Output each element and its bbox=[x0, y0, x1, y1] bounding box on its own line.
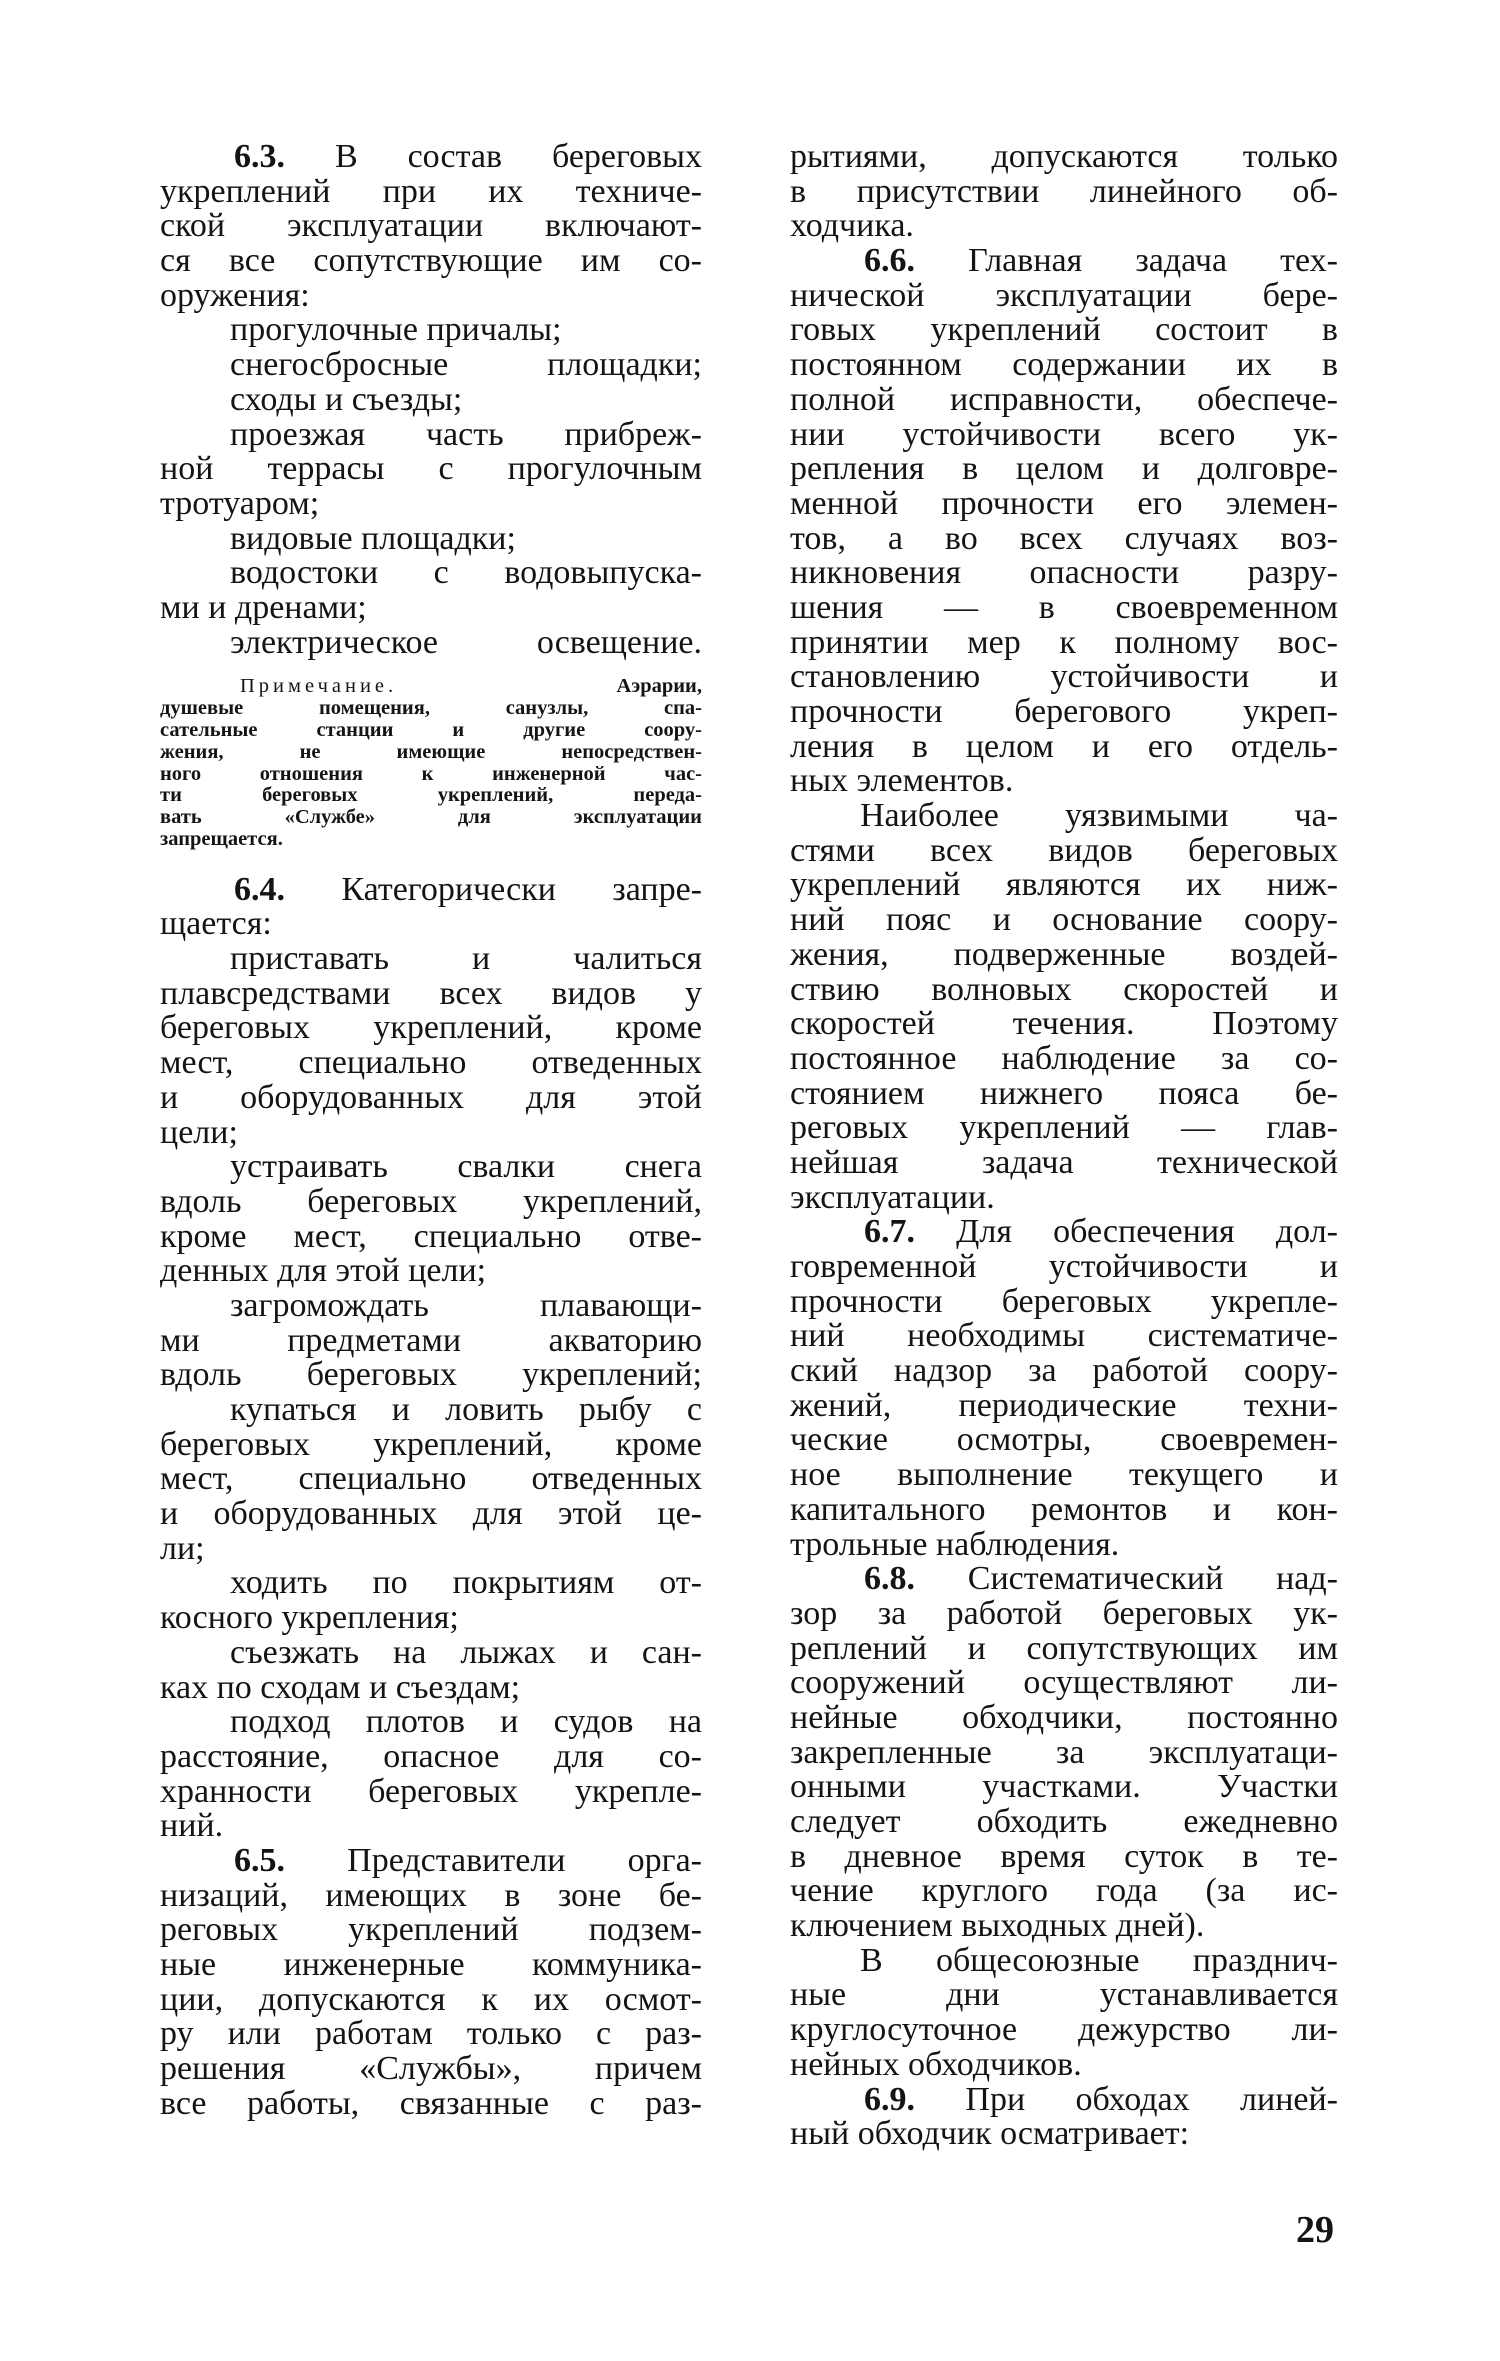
text-line: постоянном содержании их в bbox=[790, 348, 1338, 383]
text-line: ствию волновых скоростей и bbox=[790, 972, 1338, 1008]
text-line: в дневное время суток в те- bbox=[790, 1839, 1338, 1875]
text-line: капитального ремонтов и кон- bbox=[790, 1492, 1338, 1528]
text-line: 6.8. Систематический над- bbox=[864, 1562, 1338, 1597]
list-item: сходы и съезды; bbox=[230, 382, 463, 418]
text-line: 6.4. Категорически запре- bbox=[234, 872, 702, 908]
list-item: вдоль береговых укреплений, bbox=[160, 1184, 702, 1220]
note-line: душевые помещения, санузлы, спа- bbox=[160, 698, 702, 720]
list-item: видовые площадки; bbox=[230, 521, 516, 557]
text-line: ления в целом и его отдель- bbox=[790, 729, 1338, 765]
text-line: ский надзор за работой соору- bbox=[790, 1354, 1338, 1389]
section-number: 6.7. bbox=[864, 1215, 915, 1250]
list-item: плавсредствами всех видов у bbox=[160, 976, 702, 1012]
list-item: подход плотов и судов на bbox=[230, 1705, 702, 1740]
text-line: становлению устойчивости и bbox=[790, 660, 1338, 695]
list-item: ли; bbox=[160, 1531, 205, 1567]
text-line: шения — в своевременном bbox=[790, 590, 1338, 626]
paragraph-6-7 bbox=[790, 1215, 1338, 1562]
text-line: нической эксплуатации бере- bbox=[790, 278, 1338, 314]
note-line: сательные станции и другие соору- bbox=[160, 719, 702, 741]
list-item: береговых укреплений, кроме bbox=[160, 1427, 702, 1463]
list-item: и оборудованных для этой це- bbox=[160, 1497, 702, 1532]
text-line: онными участками. Участки bbox=[790, 1770, 1338, 1805]
section-number: 6.8. bbox=[864, 1562, 915, 1597]
text-line: оружения: bbox=[160, 278, 310, 314]
paragraph-6-5-continued bbox=[790, 140, 1338, 244]
text-line: 6.7. Для обеспечения дол- bbox=[864, 1215, 1338, 1250]
text-line: нии устойчивости всего ук- bbox=[790, 417, 1338, 453]
text-line: говых укреплений состоит в bbox=[790, 313, 1338, 349]
text-line: все работы, связанные с раз- bbox=[160, 2086, 702, 2122]
text-line: 6.6. Главная задача тех- bbox=[864, 244, 1338, 279]
paragraph-6-3 bbox=[160, 140, 702, 313]
list-item: ках по сходам и съездам; bbox=[160, 1670, 521, 1706]
text-line: в присутствии линейного об- bbox=[790, 174, 1338, 210]
note-line: вать «Службе» для эксплуатации bbox=[160, 807, 702, 829]
paragraph-6-6 bbox=[790, 244, 1338, 799]
text-line: рытиями, допускаются только bbox=[790, 140, 1338, 175]
section-number: 6.3. bbox=[234, 140, 285, 175]
list-item: мест, специально отведенных bbox=[160, 1462, 702, 1498]
section-number: 6.4. bbox=[234, 872, 285, 908]
text-line: В общесоюзные празднич- bbox=[860, 1943, 1338, 1979]
text-line: чение круглого года (за ис- bbox=[790, 1874, 1338, 1910]
text-line: принятии мер к полному вос- bbox=[790, 625, 1338, 661]
text-line: щается: bbox=[160, 907, 272, 943]
text-line: решения «Службы», причем bbox=[160, 2052, 702, 2087]
text-line: трольные наблюдения. bbox=[790, 1527, 1120, 1563]
list-item: снегосбросные площадки; bbox=[230, 348, 702, 383]
text-line: зор за работой береговых ук- bbox=[790, 1596, 1338, 1632]
paragraph-6-4 bbox=[160, 873, 702, 942]
text-line: репления в целом и долговре- bbox=[790, 452, 1338, 487]
text-line: низаций, имеющих в зоне бе- bbox=[160, 1878, 702, 1914]
list-item: кроме мест, специально отве- bbox=[160, 1219, 702, 1255]
section-number: 6.6. bbox=[864, 244, 915, 279]
text-line: никновения опасности разру- bbox=[790, 556, 1338, 591]
page-number: 29 bbox=[1296, 2209, 1334, 2251]
paragraph-6-5 bbox=[160, 1844, 702, 2122]
note-line: ти береговых укреплений, переда- bbox=[160, 785, 702, 807]
list-item: ной террасы с прогулочным bbox=[160, 452, 702, 487]
note-block bbox=[160, 676, 702, 850]
section-number: 6.9. bbox=[864, 2082, 915, 2118]
text-line: ных элементов. bbox=[790, 764, 1014, 800]
text-line: прочности берегового укреп- bbox=[790, 695, 1338, 730]
text-line: ции, допускаются к их осмот- bbox=[160, 1982, 702, 2018]
list-item: хранности береговых укрепле- bbox=[160, 1774, 702, 1810]
list-item: приставать и чалиться bbox=[230, 942, 702, 977]
text-line: стоянием нижнего пояса бе- bbox=[790, 1076, 1338, 1112]
text-line: ные инженерные коммуника- bbox=[160, 1948, 702, 1983]
text-line: скоростей течения. Поэтому bbox=[790, 1007, 1338, 1042]
text-line: эксплуатации. bbox=[790, 1180, 995, 1216]
text-line: следует обходить ежедневно bbox=[790, 1805, 1338, 1840]
text-line: полной исправности, обеспече- bbox=[790, 382, 1338, 418]
text-line: прочности береговых укрепле- bbox=[790, 1284, 1338, 1320]
text-line: стями всех видов береговых bbox=[790, 833, 1338, 869]
list-item: съезжать на лыжах и сан- bbox=[230, 1635, 702, 1671]
text-line: реплений и сопутствующих им bbox=[790, 1631, 1338, 1667]
note-line: Примечание. Аэрарии, bbox=[240, 676, 702, 698]
list-item: проезжая часть прибреж- bbox=[230, 417, 702, 453]
text-line: ные дни устанавливается bbox=[790, 1978, 1338, 2014]
text-line: ний пояс и основание соору- bbox=[790, 903, 1338, 938]
text-line: 6.9. При обходах линей- bbox=[864, 2082, 1338, 2118]
list-item: устраивать свалки снега bbox=[230, 1150, 702, 1185]
text-line: реговых укреплений — глав- bbox=[790, 1111, 1338, 1146]
left-column bbox=[160, 140, 702, 2121]
list-item: денных для этой цели; bbox=[160, 1254, 487, 1289]
note-label: Примечание. bbox=[240, 676, 398, 698]
text-line: укреплений при их техниче- bbox=[160, 174, 702, 210]
text-line: ся все сопутствующие им со- bbox=[160, 244, 702, 279]
list-item: загромождать плавающи- bbox=[230, 1288, 702, 1324]
right-column bbox=[790, 140, 1338, 2152]
text-line: ходчика. bbox=[790, 209, 914, 245]
note-line: жения, не имеющие непосредствен- bbox=[160, 741, 702, 763]
text-line: нейшая задача технической bbox=[790, 1145, 1338, 1181]
text-line: жений, периодические техни- bbox=[790, 1388, 1338, 1424]
list-item: косного укрепления; bbox=[160, 1601, 459, 1636]
text-line: круглосуточное дежурство ли- bbox=[790, 2013, 1338, 2048]
text-line: 6.5. Представители орга- bbox=[234, 1843, 702, 1879]
text-line: жения, подверженные воздей- bbox=[790, 937, 1338, 973]
text-line: 6.3. В состав береговых bbox=[234, 140, 702, 175]
text-line: нейные обходчики, постоянно bbox=[790, 1700, 1338, 1736]
list-item: электрическое освещение. bbox=[230, 625, 702, 661]
list-item: вдоль береговых укреплений; bbox=[160, 1358, 702, 1393]
list-6-4 bbox=[160, 942, 702, 1844]
list-item: прогулочные причалы; bbox=[230, 313, 562, 349]
text-line: укреплений являются их ниж- bbox=[790, 868, 1338, 904]
text-line: закрепленные за эксплуатаци- bbox=[790, 1735, 1338, 1771]
paragraph-6-6-b bbox=[790, 799, 1338, 1215]
list-item: купаться и ловить рыбу с bbox=[230, 1393, 702, 1428]
list-item: ходить по покрытиям от- bbox=[230, 1566, 702, 1602]
list-item: водостоки с водовыпуска- bbox=[230, 556, 702, 591]
note-line: запрещается. bbox=[160, 828, 283, 850]
note-line: ного отношения к инженерной час- bbox=[160, 763, 702, 785]
text-line: ключением выходных дней). bbox=[790, 1909, 1205, 1944]
paragraph-6-8-b bbox=[790, 1944, 1338, 2083]
text-line: тов, а во всех случаях воз- bbox=[790, 521, 1338, 557]
text-line: ру или работам только с раз- bbox=[160, 2017, 702, 2053]
paragraph-6-8 bbox=[790, 1562, 1338, 1944]
text-line: ческие осмотры, своевремен- bbox=[790, 1423, 1338, 1459]
list-item: ний. bbox=[160, 1809, 224, 1844]
text-line: ный обходчик осматривает: bbox=[790, 2117, 1190, 2152]
text-line: говременной устойчивости и bbox=[790, 1250, 1338, 1285]
list-item: расстояние, опасное для со- bbox=[160, 1739, 702, 1775]
list-item: ми предметами акваторию bbox=[160, 1323, 702, 1359]
section-number: 6.5. bbox=[234, 1843, 285, 1879]
text-line: нейных обходчиков. bbox=[790, 2047, 1082, 2083]
text-line: сооружений осуществляют ли- bbox=[790, 1666, 1338, 1701]
list-item: и оборудованных для этой bbox=[160, 1080, 702, 1116]
paragraph-6-9 bbox=[790, 2083, 1338, 2152]
text-line: ний необходимы систематиче- bbox=[790, 1319, 1338, 1355]
text-line: ное выполнение текущего и bbox=[790, 1458, 1338, 1493]
text-line: постоянное наблюдение за со- bbox=[790, 1041, 1338, 1077]
text-line: менной прочности его элемен- bbox=[790, 486, 1338, 522]
text-line: реговых укреплений подзем- bbox=[160, 1913, 702, 1948]
list-item: цели; bbox=[160, 1115, 238, 1151]
list-item: тротуаром; bbox=[160, 486, 320, 522]
text-line: ской эксплуатации включают- bbox=[160, 209, 702, 245]
list-item: ми и дренами; bbox=[160, 590, 367, 626]
list-6-3 bbox=[160, 313, 702, 660]
list-item: мест, специально отведенных bbox=[160, 1046, 702, 1081]
text-line: Наиболее уязвимыми ча- bbox=[860, 799, 1338, 834]
list-item: береговых укреплений, кроме bbox=[160, 1011, 702, 1047]
